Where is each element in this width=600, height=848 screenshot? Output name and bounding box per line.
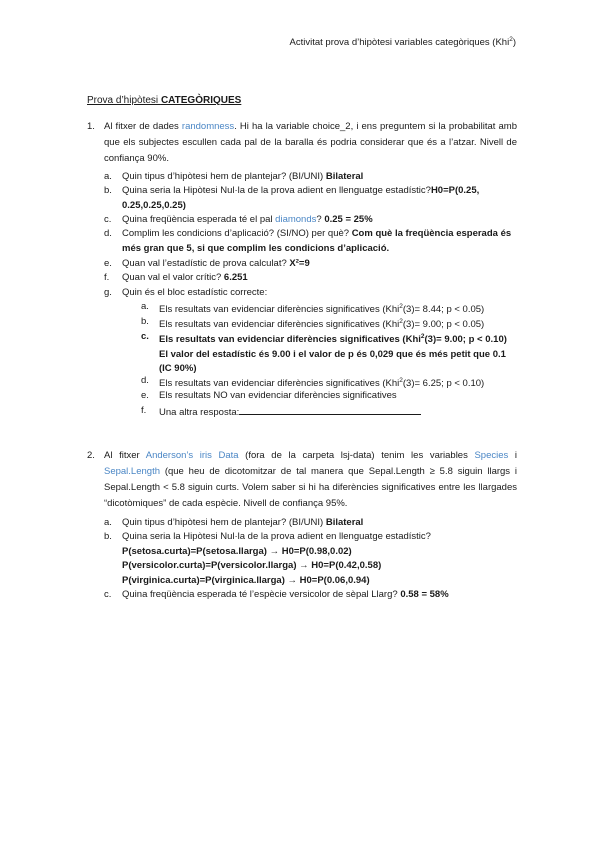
prompt: Quin tipus d’hipòtesi hem de plantejar? (BI/UNI) (122, 171, 326, 182)
option-label: e. (141, 390, 149, 401)
text: (3)= 9.00; p < 0.10) (424, 334, 507, 346)
text: Una altra resposta: (159, 407, 240, 418)
item-text (122, 271, 514, 286)
item-text (122, 257, 514, 272)
superscript: 2 (399, 318, 403, 325)
prompt: Quina freqüència esperada té el pal (122, 214, 276, 225)
text: (que heu de dicotomitzar de tal manera que Sepal.Length ≥ 5.8 siguin llargs i Sepal.Length < 5.8 siguin curts. Volem saber si hi ha diferències significatives entre les llargades “dicotòmiques” de cada espècie. Nivell de confiança 95%. (104, 466, 517, 509)
answer: 6.251 (223, 272, 248, 283)
text: Al fitxer (104, 450, 146, 461)
item-label: c. (104, 214, 112, 225)
title-prefix: Prova d’hipòtesi (87, 95, 161, 106)
text: Al fitxer de dades (104, 121, 182, 132)
item-label: e. (104, 258, 112, 269)
dataset-link[interactable]: randomness (181, 121, 235, 132)
prompt: Quan val el valor crític? (122, 272, 224, 283)
text: Els resultats van evidenciar diferències significatives (Khi (159, 334, 421, 346)
answer-line: P(virginica.curta)=P(virginica.llarga) → H0=P(0.06,0.94) (122, 574, 370, 586)
option-label: d. (141, 375, 149, 386)
item-label: b. (104, 185, 112, 196)
item-text (122, 530, 514, 588)
prompt: Quina seria la Hipòtesi Nul·la de la prova adient en llenguatge estadístic? (122, 531, 431, 542)
item-label: c. (104, 589, 112, 600)
superscript: 2 (399, 377, 403, 384)
answer: Bilateral (325, 517, 364, 528)
answer: H0=P(0.25, 0.25,0.25,0.25) (122, 185, 480, 211)
prompt: Quina seria la Hipòtesi Nul·la de la prova adient en llenguatge estadístic? (122, 185, 431, 196)
option-text (159, 330, 519, 377)
prompt: Quan val l’estadístic de prova calculat? (122, 258, 290, 269)
species-link[interactable]: Species (474, 450, 509, 461)
text: Els resultats van evidenciar diferències significatives (Khi (159, 378, 400, 390)
dataset-link[interactable]: Anderson’s iris Data (145, 450, 239, 461)
option-label: a. (141, 301, 149, 312)
superscript: 2 (420, 333, 425, 340)
explanation: El valor del estadístic és 9.00 i el valor de p és 0,029 que és més petit que 0.1 (IC 90%) (159, 348, 506, 375)
question-number: 2. (87, 450, 95, 461)
text: (fora de la carpeta lsj-data) tenim les variables (238, 450, 475, 461)
item-text (122, 213, 514, 228)
item-label: a. (104, 517, 112, 528)
sepal-length-link[interactable]: Sepal.Length (104, 466, 160, 477)
answer: 0.25 = 25% (324, 214, 373, 225)
item-text (122, 184, 514, 213)
option-text: Els resultats NO van evidenciar diferències significatives (159, 390, 397, 401)
superscript: 2 (399, 303, 403, 310)
answer-blank-line[interactable] (239, 404, 421, 415)
answer-line: P(versicolor.curta)=P(versicolor.llarga) → H0=P(0.42,0.58) (122, 560, 382, 571)
question-text (104, 119, 517, 167)
option-label: b. (141, 316, 149, 327)
document-title (87, 95, 241, 106)
item-text (122, 516, 514, 531)
prompt: Quin tipus d’hipòtesi hem de plantejar? (BI/UNI) (122, 517, 326, 528)
text: i (508, 450, 517, 461)
item-label: a. (104, 171, 112, 182)
item-label: d. (104, 228, 112, 239)
header-text-end: ) (512, 37, 516, 49)
item-text (122, 170, 514, 185)
text: (3)= 6.25; p < 0.10) (402, 378, 485, 390)
option-label: c. (141, 331, 149, 342)
title-bold: CATEGÒRIQUES (160, 95, 242, 106)
text: (3)= 8.44; p < 0.05) (402, 304, 485, 316)
text: Els resultats van evidenciar diferències significatives (Khi (159, 319, 400, 331)
page-header (290, 36, 516, 48)
text: Els resultats van evidenciar diferències significatives (Khi (159, 304, 400, 316)
question-text (104, 448, 517, 512)
answer-line: P(setosa.curta)=P(setosa.llarga) → H0=P(0.98,0.02) (122, 545, 352, 557)
answer: 0.58 = 58% (400, 589, 449, 600)
item-label: g. (104, 287, 112, 298)
item-label: f. (104, 272, 110, 283)
answer: X²=9 (289, 258, 310, 269)
header-text: Activitat prova d’hipòtesi variables categòriques (Khi (289, 37, 510, 49)
header-superscript: 2 (509, 36, 513, 43)
prompt: Quina freqüència esperada té l’espècie versicolor de sèpal Llarg? (122, 589, 401, 600)
item-text (122, 588, 514, 603)
option-text (159, 404, 519, 421)
prompt: ? (316, 214, 325, 225)
question-number: 1. (87, 121, 95, 132)
item-text (122, 227, 514, 256)
prompt: Complim les condicions d’aplicació? (SI/NO) per què? (122, 228, 352, 239)
item-text: Quin és el bloc estadístic correcte: (122, 287, 268, 298)
text: . Hi ha la variable choice_2, i ens preguntem si la probabilitat amb que els subjectes escullen cada pal de la baralla és podria considerar que és a l’atzar. Nivell de confiança 90%. (104, 121, 517, 164)
diamonds-link[interactable]: diamonds (275, 214, 317, 225)
answer: Bilateral (325, 171, 364, 182)
option-label: f. (141, 405, 147, 416)
item-label: b. (104, 531, 112, 542)
text: (3)= 9.00; p < 0.05) (402, 319, 485, 331)
answer: Com què la freqüència esperada és més gran que 5, si que complim les condicions d’aplicació. (122, 228, 512, 254)
